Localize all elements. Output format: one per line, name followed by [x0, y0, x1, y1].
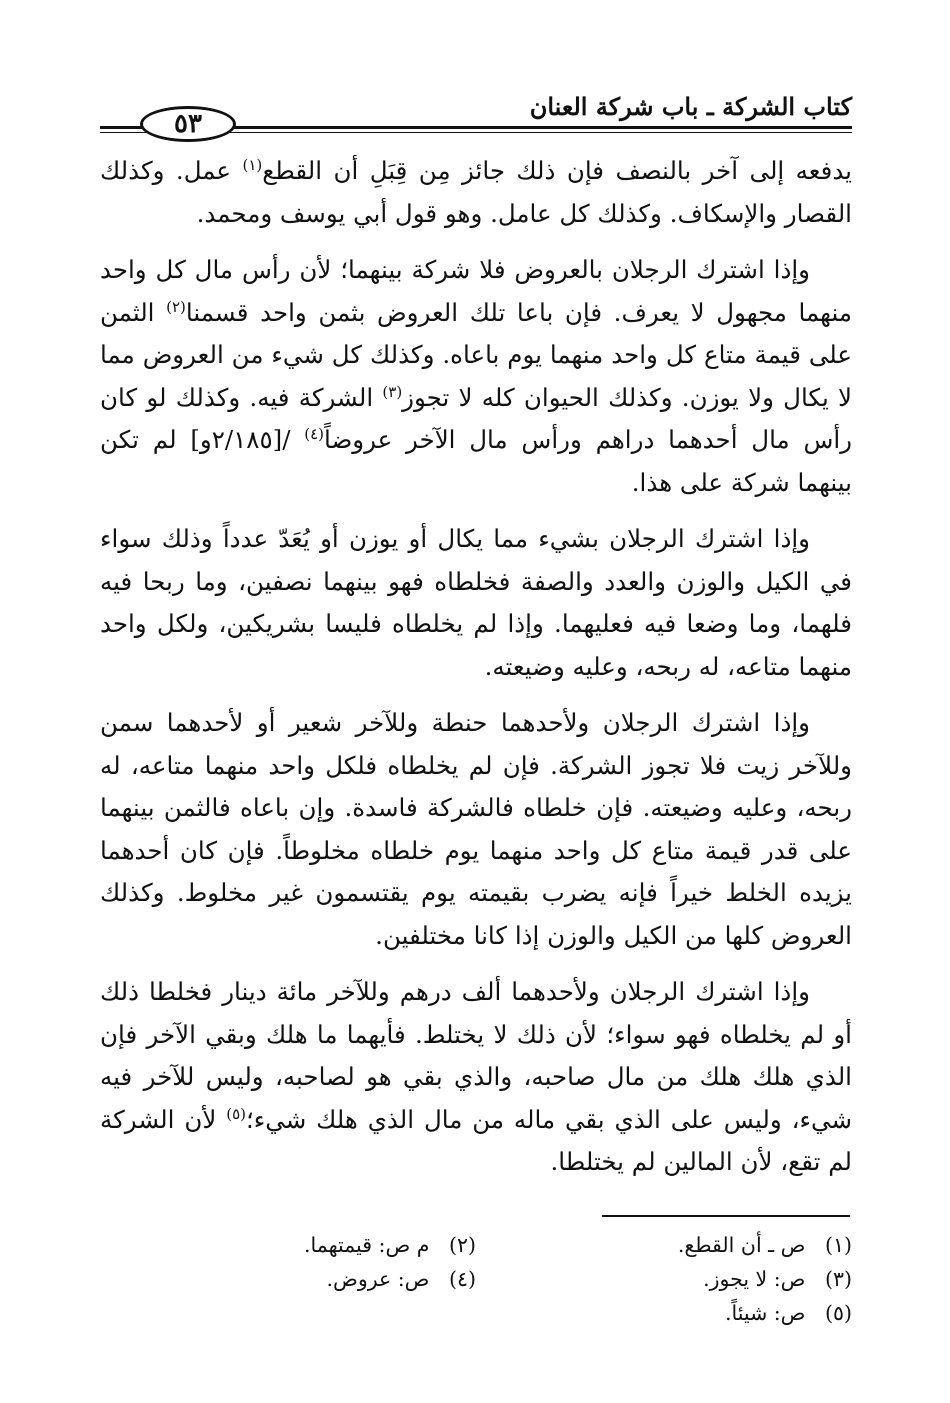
paragraph-2 — [100, 249, 852, 504]
paragraph-5-text-a: وإذا اشترك الرجلان ولأحدهما ألف درهم وللآخر مائة دينار فخلطا ذلك أو لم يخلطاه فهو سواء؛ لأن ذلك لا يختلط. فأيهما ما هلك وبقي الآخر فإن الذي هلك هلك من مال صاحبه، والذي بقي هو لصاحبه، وليس للآخر فيه شيء، وليس على الذي بقي ماله من مال الذي هلك شيء؛ — [100, 977, 852, 1134]
paragraph-2-text-c: الشركة فيه. وكذلك لو كان رأس مال أحدهما دراهم ورأس مال الآخر عروضاً — [100, 382, 852, 454]
footnote-ref-2[interactable]: (٢) — [166, 297, 186, 316]
main-text — [100, 150, 852, 1198]
footnote-number: (١) — [824, 1233, 852, 1257]
paragraph-1-text-b: عمل. وكذلك القصار والإسكاف. وكذلك كل عامل. وهو قول أبي يوسف ومحمد. — [100, 156, 852, 228]
paragraph-2-text-d: /[٢/١٨٥و] لم تكن بينهما شركة على هذا. — [100, 425, 852, 497]
footnote-ref-3[interactable]: (٣) — [382, 382, 403, 401]
paragraph-1-text-a: يدفعه إلى آخر بالنصف فإن ذلك جائز مِن قِبَلِ أن القطع — [262, 156, 853, 185]
paragraph-3: وإذا اشترك الرجلان بشيء مما يكال أو يوزن أو يُعَدّ عدداً وذلك سواء في الكيل والوزن والعدد والصفة فخلطاه فهو بينهما نصفين، وما ربحا فيه فلهما، وما وضعا فيه فعليهما. وإذا لم يخلطاه فليسا بشريكين، ولكل واحد منهما متاعه، له ربحه، وعليه وضيعته. — [100, 524, 852, 681]
footnote-number: (٢) — [448, 1233, 476, 1257]
footnote-3 — [476, 1262, 852, 1296]
footnote-number: (٣) — [824, 1267, 852, 1291]
footnote-5 — [476, 1296, 852, 1330]
page-header — [100, 82, 852, 142]
footnote-2 — [100, 1228, 476, 1262]
running-title: كتاب الشركة ـ باب شركة العنان — [529, 92, 852, 121]
footnote-text: م ص: قيمتهما. — [303, 1233, 430, 1257]
footnote-text: ص ـ أن القطع. — [677, 1233, 806, 1257]
footnote-4 — [100, 1262, 476, 1296]
paragraph-4: وإذا اشترك الرجلان ولأحدهما حنطة وللآخر شعير أو لأحدهما سمن وللآخر زيت فلا تجوز الشركة. فإن لم يخلطاه فلكل واحد منهما متاعه، له ربحه، وعليه وضيعته. فإن خلطاه فالشركة فاسدة. وإن باعاه فالثمن بينهما على قدر قيمة متاع كل واحد منهما يوم خلطاه مخلوطاً. فإن كان أحدهما يزيده الخلط خيراً فإنه يضرب بقيمته يوم يقتسمون غير مخلوط. وكذلك العروض كلها من الكيل والوزن إذا كانا مختلفين. — [100, 708, 852, 950]
page-number: ٥٣ — [174, 109, 202, 139]
footnote-1 — [476, 1228, 852, 1262]
paragraph-5 — [100, 971, 852, 1184]
footnote-ref-1[interactable]: (١) — [242, 155, 263, 174]
footnote-row — [100, 1228, 852, 1262]
footnote-number: (٤) — [448, 1267, 476, 1291]
paragraph-2-text-b: الثمن على قيمة متاع كل واحد منهما يوم باعاه. وكذلك كل شيء من العروض مما لا يكال ولا يوزن. وكذلك الحيوان كله لا تجوز — [100, 297, 852, 412]
footnote-text: ص: لا يجوز. — [703, 1267, 806, 1291]
footnotes — [100, 1228, 852, 1330]
page-number-badge — [140, 106, 236, 142]
footnote-row — [100, 1296, 852, 1330]
paragraph-2-text-a: وإذا اشترك الرجلان بالعروض فلا شركة بينهما؛ لأن رأس مال كل واحد منهما مجهول لا يعرف. فإن باعا تلك العروض بثمن واحد قسمنا — [100, 255, 852, 327]
footnote-text: ص: شيئاً. — [724, 1301, 806, 1325]
footnote-ref-4[interactable]: (٤) — [304, 424, 325, 443]
footnote-separator — [602, 1215, 850, 1217]
footnote-ref-5[interactable]: (٥) — [226, 1104, 246, 1123]
footnote-row — [100, 1262, 852, 1296]
footnote-text: ص: عروض. — [326, 1267, 430, 1291]
paragraph-1 — [100, 150, 852, 235]
paragraph-5-text-b: لأن الشركة لم تقع، لأن المالين لم يختلطا. — [100, 1104, 852, 1176]
footnote-number: (٥) — [824, 1301, 852, 1325]
